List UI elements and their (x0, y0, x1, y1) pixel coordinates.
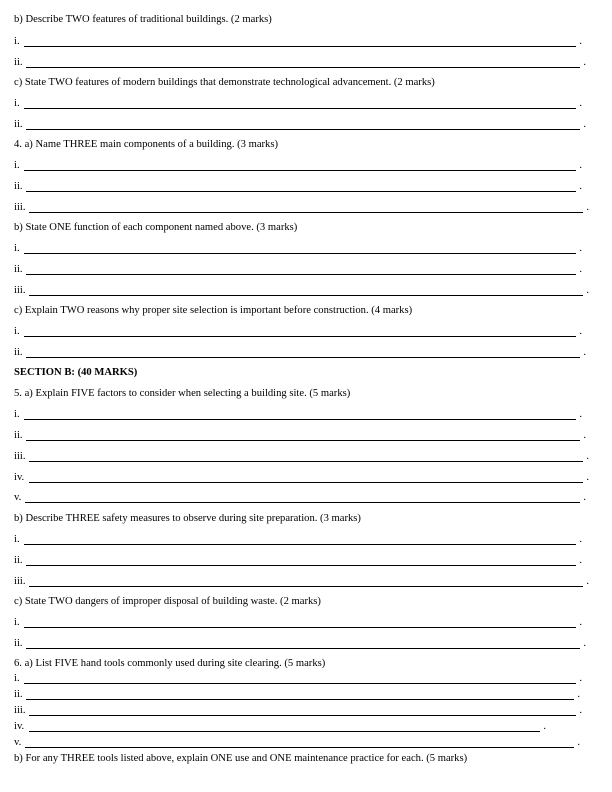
answer-numeral: v. (14, 737, 22, 748)
question-5a: 5. a) Explain FIVE factors to consider when selecting a building site. (5 marks) (14, 388, 351, 399)
answer-line[interactable] (14, 160, 582, 172)
question-4b: b) State ONE function of each component named above. (3 marks) (14, 222, 298, 233)
answer-numeral: iv. (14, 721, 25, 732)
answer-numeral: iii. (14, 285, 26, 296)
line-end-dot: . (586, 285, 589, 296)
section-b-heading: SECTION B: (40 MARKS) (14, 367, 138, 378)
question-6a: 6. a) List FIVE hand tools commonly used during site clearing. (5 marks) (14, 658, 326, 669)
answer-line[interactable] (14, 617, 582, 629)
answer-line[interactable] (14, 347, 586, 359)
answer-numeral: i. (14, 326, 20, 337)
answer-numeral: ii. (14, 689, 23, 700)
line-end-dot: . (577, 689, 580, 700)
line-end-dot: . (579, 98, 582, 109)
answer-line[interactable] (14, 409, 582, 421)
answer-line[interactable] (14, 243, 582, 255)
line-end-dot: . (586, 576, 589, 587)
answer-line[interactable] (14, 326, 582, 338)
answer-line[interactable] (14, 721, 546, 733)
answer-numeral: i. (14, 160, 20, 171)
answer-numeral: i. (14, 673, 20, 684)
answer-numeral: i. (14, 409, 20, 420)
answer-numeral: i. (14, 617, 20, 628)
answer-numeral: ii. (14, 347, 23, 358)
answer-numeral: i. (14, 243, 20, 254)
answer-numeral: iii. (14, 451, 26, 462)
answer-line[interactable] (14, 285, 589, 297)
line-end-dot: . (583, 347, 586, 358)
answer-numeral: ii. (14, 638, 23, 649)
answer-numeral: ii. (14, 264, 23, 275)
question-5b: b) Describe THREE safety measures to observe during site preparation. (3 marks) (14, 513, 361, 524)
line-end-dot: . (577, 737, 580, 748)
answer-line[interactable] (14, 705, 582, 717)
answer-numeral: ii. (14, 57, 23, 68)
answer-numeral: ii. (14, 119, 23, 130)
answer-line[interactable] (14, 492, 586, 504)
answer-line[interactable] (14, 181, 582, 193)
line-end-dot: . (583, 638, 586, 649)
question-5c: c) State TWO dangers of improper disposal of building waste. (2 marks) (14, 596, 321, 607)
answer-numeral: iii. (14, 576, 26, 587)
line-end-dot: . (579, 243, 582, 254)
answer-line[interactable] (14, 534, 582, 546)
answer-numeral: ii. (14, 555, 23, 566)
answer-numeral: iv. (14, 472, 25, 483)
answer-numeral: iii. (14, 705, 26, 716)
line-end-dot: . (579, 673, 582, 684)
answer-line[interactable] (14, 430, 586, 442)
answer-numeral: i. (14, 534, 20, 545)
line-end-dot: . (586, 451, 589, 462)
question-6b: b) For any THREE tools listed above, explain ONE use and ONE maintenance practice for each. (5 marks) (14, 753, 468, 764)
line-end-dot: . (583, 57, 586, 68)
answer-numeral: iii. (14, 202, 26, 213)
question-3c: c) State TWO features of modern buildings that demonstrate technological advancement. (2 marks) (14, 77, 435, 88)
line-end-dot: . (586, 472, 589, 483)
line-end-dot: . (579, 705, 582, 716)
answer-line[interactable] (14, 555, 582, 567)
line-end-dot: . (543, 721, 546, 732)
line-end-dot: . (579, 264, 582, 275)
answer-line[interactable] (14, 673, 582, 685)
line-end-dot: . (579, 160, 582, 171)
line-end-dot: . (579, 617, 582, 628)
line-end-dot: . (579, 534, 582, 545)
line-end-dot: . (579, 326, 582, 337)
question-3b: b) Describe TWO features of traditional buildings. (2 marks) (14, 14, 272, 25)
answer-line[interactable] (14, 119, 586, 131)
line-end-dot: . (583, 119, 586, 130)
answer-numeral: ii. (14, 430, 23, 441)
answer-line[interactable] (14, 264, 582, 276)
line-end-dot: . (579, 555, 582, 566)
answer-line[interactable] (14, 576, 589, 588)
line-end-dot: . (586, 202, 589, 213)
answer-line[interactable] (14, 451, 589, 463)
answer-line[interactable] (14, 98, 582, 110)
question-4a: 4. a) Name THREE main components of a building. (3 marks) (14, 139, 279, 150)
line-end-dot: . (583, 430, 586, 441)
answer-numeral: i. (14, 36, 20, 47)
line-end-dot: . (579, 409, 582, 420)
answer-line[interactable] (14, 638, 586, 650)
answer-line[interactable] (14, 202, 589, 214)
line-end-dot: . (579, 36, 582, 47)
answer-line[interactable] (14, 472, 589, 484)
question-4c: c) Explain TWO reasons why proper site selection is important before construction. (4 marks) (14, 305, 413, 316)
answer-numeral: i. (14, 98, 20, 109)
line-end-dot: . (579, 181, 582, 192)
answer-numeral: v. (14, 492, 22, 503)
answer-line[interactable] (14, 57, 586, 69)
answer-line[interactable] (14, 689, 580, 701)
answer-line[interactable] (14, 737, 580, 749)
answer-line[interactable] (14, 36, 582, 48)
line-end-dot: . (583, 492, 586, 503)
answer-numeral: ii. (14, 181, 23, 192)
